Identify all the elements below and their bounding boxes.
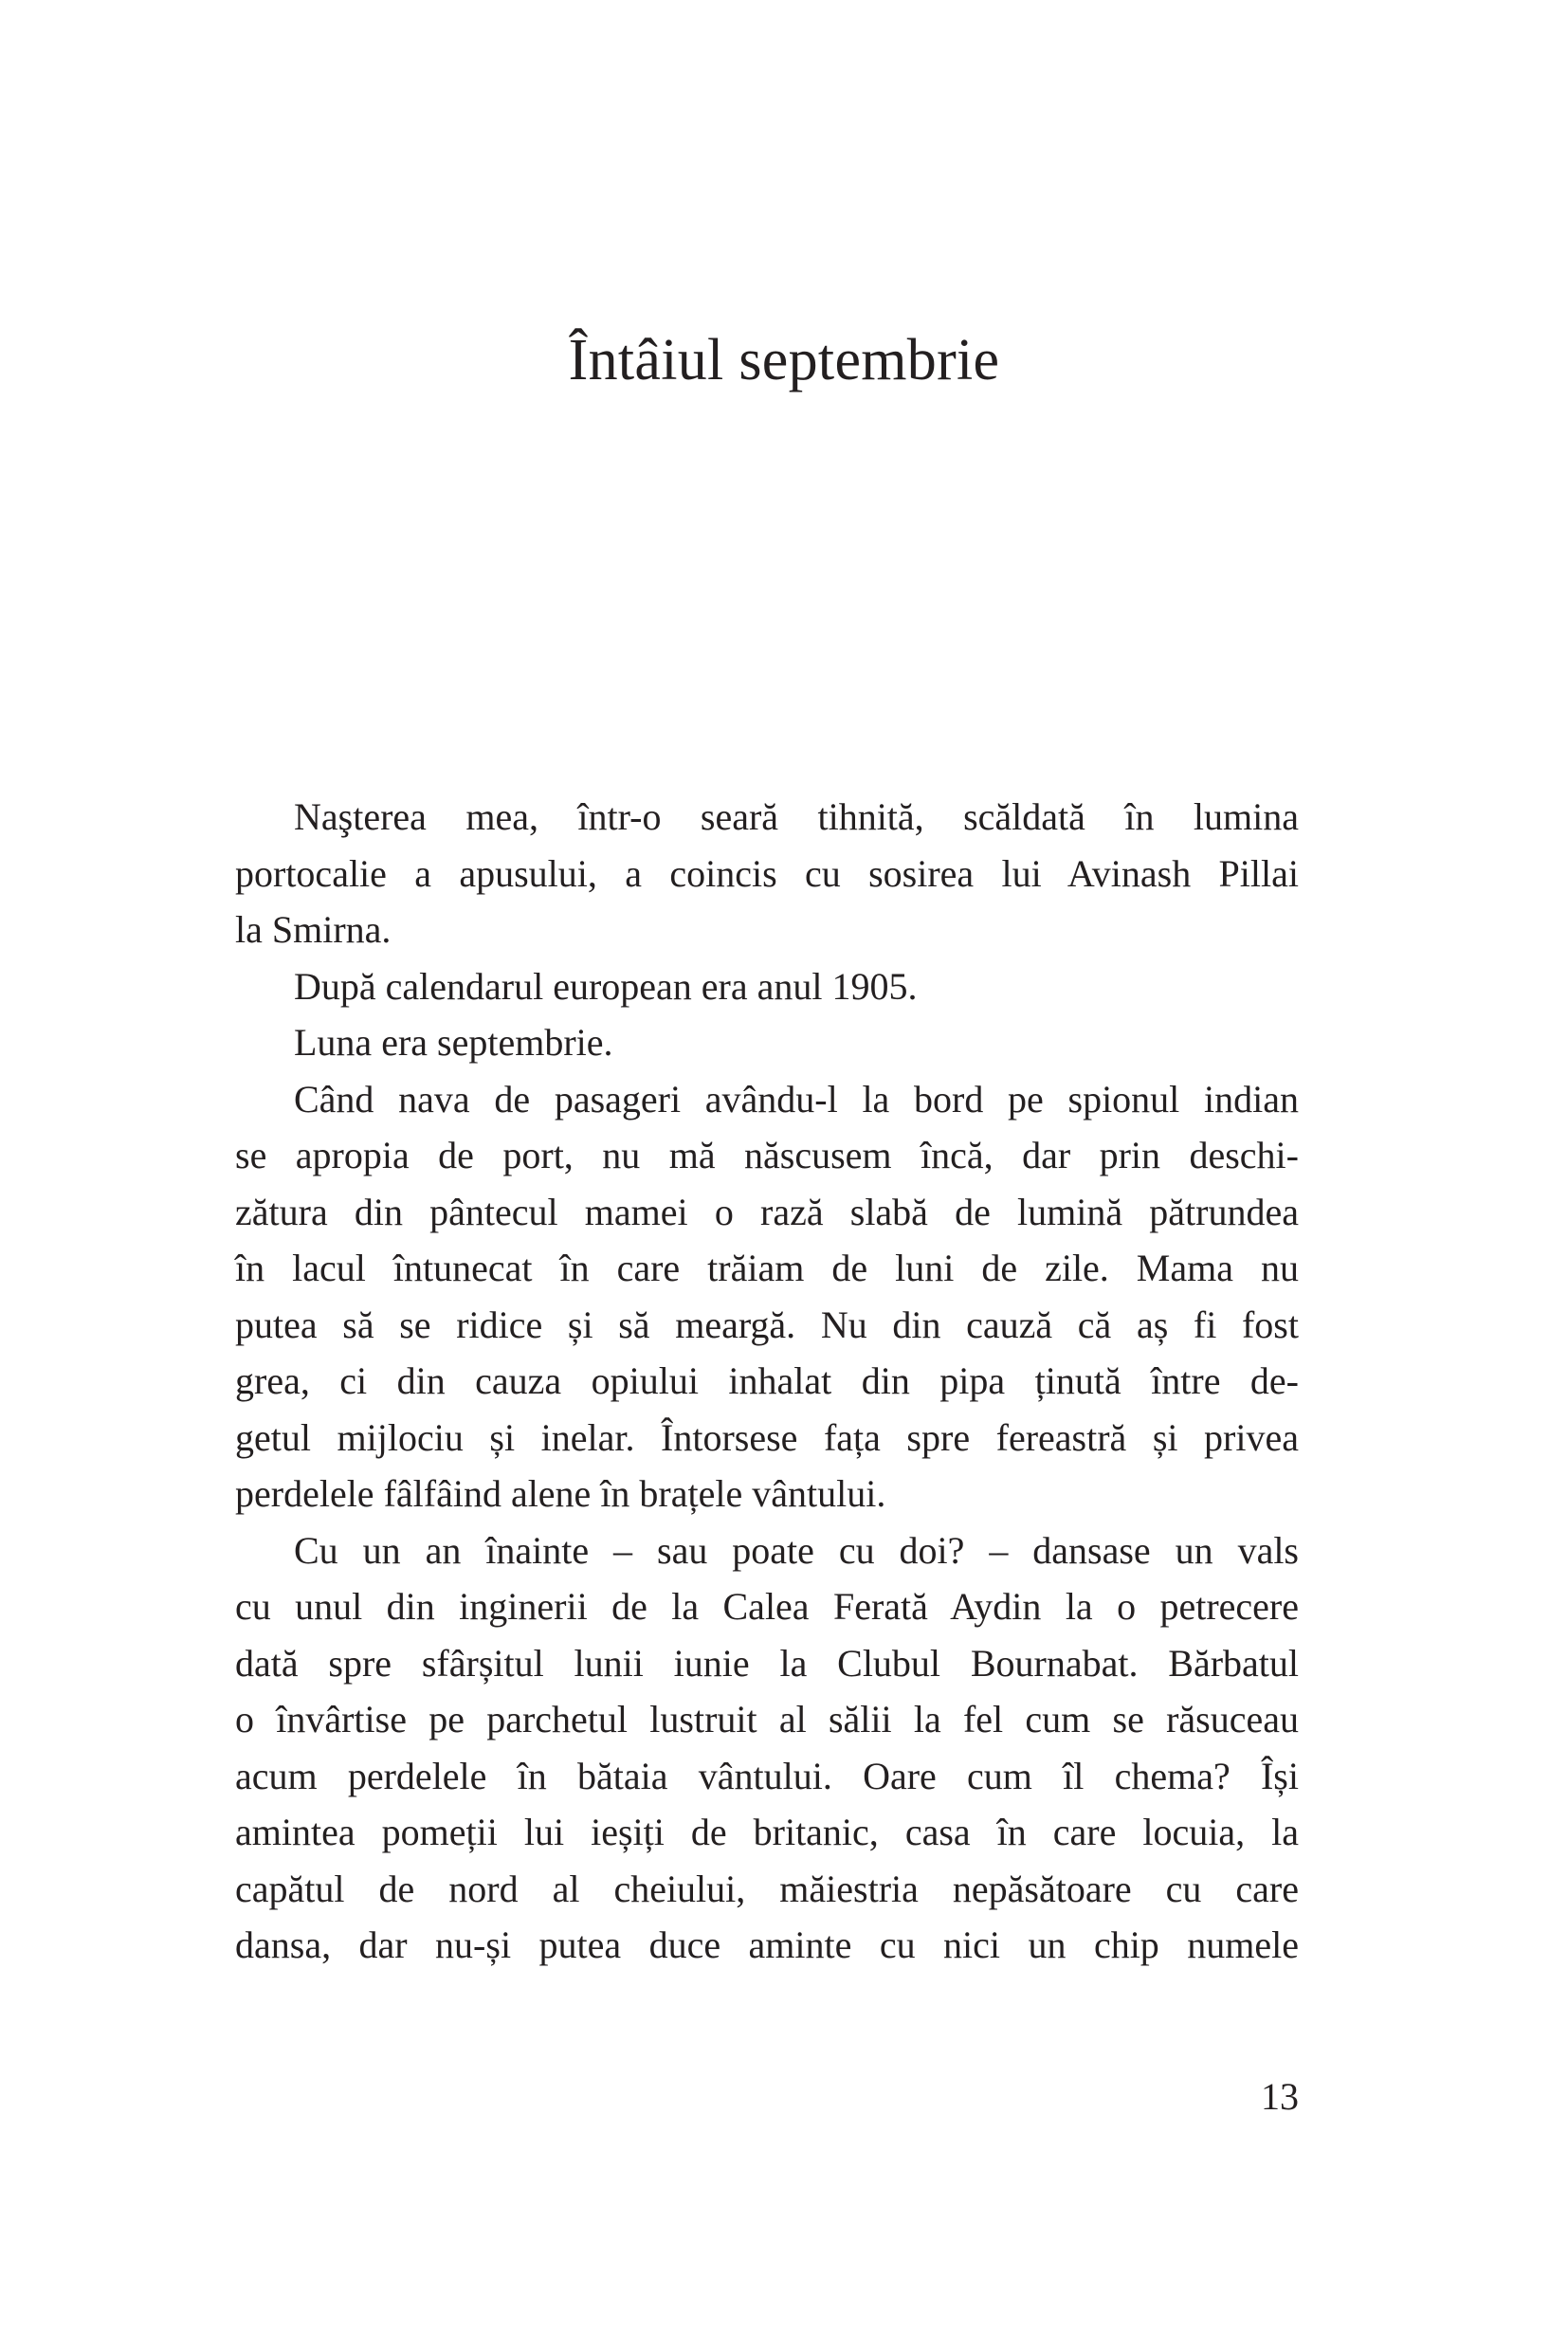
paragraph xyxy=(235,789,1299,958)
paragraph xyxy=(235,958,1299,1015)
text-line: capătul de nord al cheiului, măiestria nepăsătoare cu care xyxy=(235,1867,1299,1910)
text-line: Naşterea mea, într-o seară tihnită, scăldată în lumina xyxy=(294,795,1299,838)
chapter-title: Întâiul septembrie xyxy=(568,328,1000,392)
text-line: dansa, dar nu-și putea duce aminte cu nici un chip numele xyxy=(235,1923,1299,1966)
text-line: getul mijlociu și inelar. Întorsese fața spre fereastră și privea xyxy=(235,1415,1299,1459)
text-line: putea să se ridice și să meargă. Nu din cauză că aș fi fost xyxy=(235,1303,1299,1346)
body-text xyxy=(235,789,1299,1974)
text-line: se apropia de port, nu mă născusem încă, dar prin deschi- xyxy=(235,1134,1299,1176)
text-line: o învârtise pe parchetul lustruit al sălii la fel cum se răsuceau xyxy=(235,1698,1299,1740)
text-line: perdelele fâlfâind alene în brațele vântului. xyxy=(235,1472,886,1515)
text-line: amintea pomeții lui ieșiți de britanic, casa în care locuia, la xyxy=(235,1811,1299,1853)
text-line: acum perdelele în bătaia vântului. Oare cum îl chema? Își xyxy=(235,1754,1299,1797)
text-line: la Smirna. xyxy=(235,908,392,951)
paragraph xyxy=(235,1071,1299,1522)
text-line: în lacul întunecat în care trăiam de luni de zile. Mama nu xyxy=(235,1247,1299,1289)
paragraph xyxy=(235,1522,1299,1974)
text-line: Când nava de pasageri avându-l la bord pe spionul indian xyxy=(294,1077,1299,1121)
paragraph xyxy=(235,1014,1299,1071)
text-line: portocalie a apusului, a coincis cu sosirea lui Avinash Pillai xyxy=(235,851,1299,895)
text-line: zătura din pântecul mamei o rază slabă de lumină pătrundea xyxy=(235,1190,1299,1233)
text-line: Luna era septembrie. xyxy=(294,1021,613,1064)
text-line: După calendarul european era anul 1905. xyxy=(294,964,918,1008)
text-line: dată spre sfârșitul lunii iunie la Clubul Bournabat. Bărbatul xyxy=(235,1641,1299,1685)
text-line: Cu un an înainte – sau poate cu doi? – dansase un vals xyxy=(294,1528,1299,1572)
text-line: grea, ci din cauza opiului inhalat din pipa ținută între de- xyxy=(235,1359,1299,1402)
page-number: 13 xyxy=(1261,2075,1299,2118)
text-line: cu unul din inginerii de la Calea Ferată Aydin la o petrecere xyxy=(235,1585,1299,1628)
